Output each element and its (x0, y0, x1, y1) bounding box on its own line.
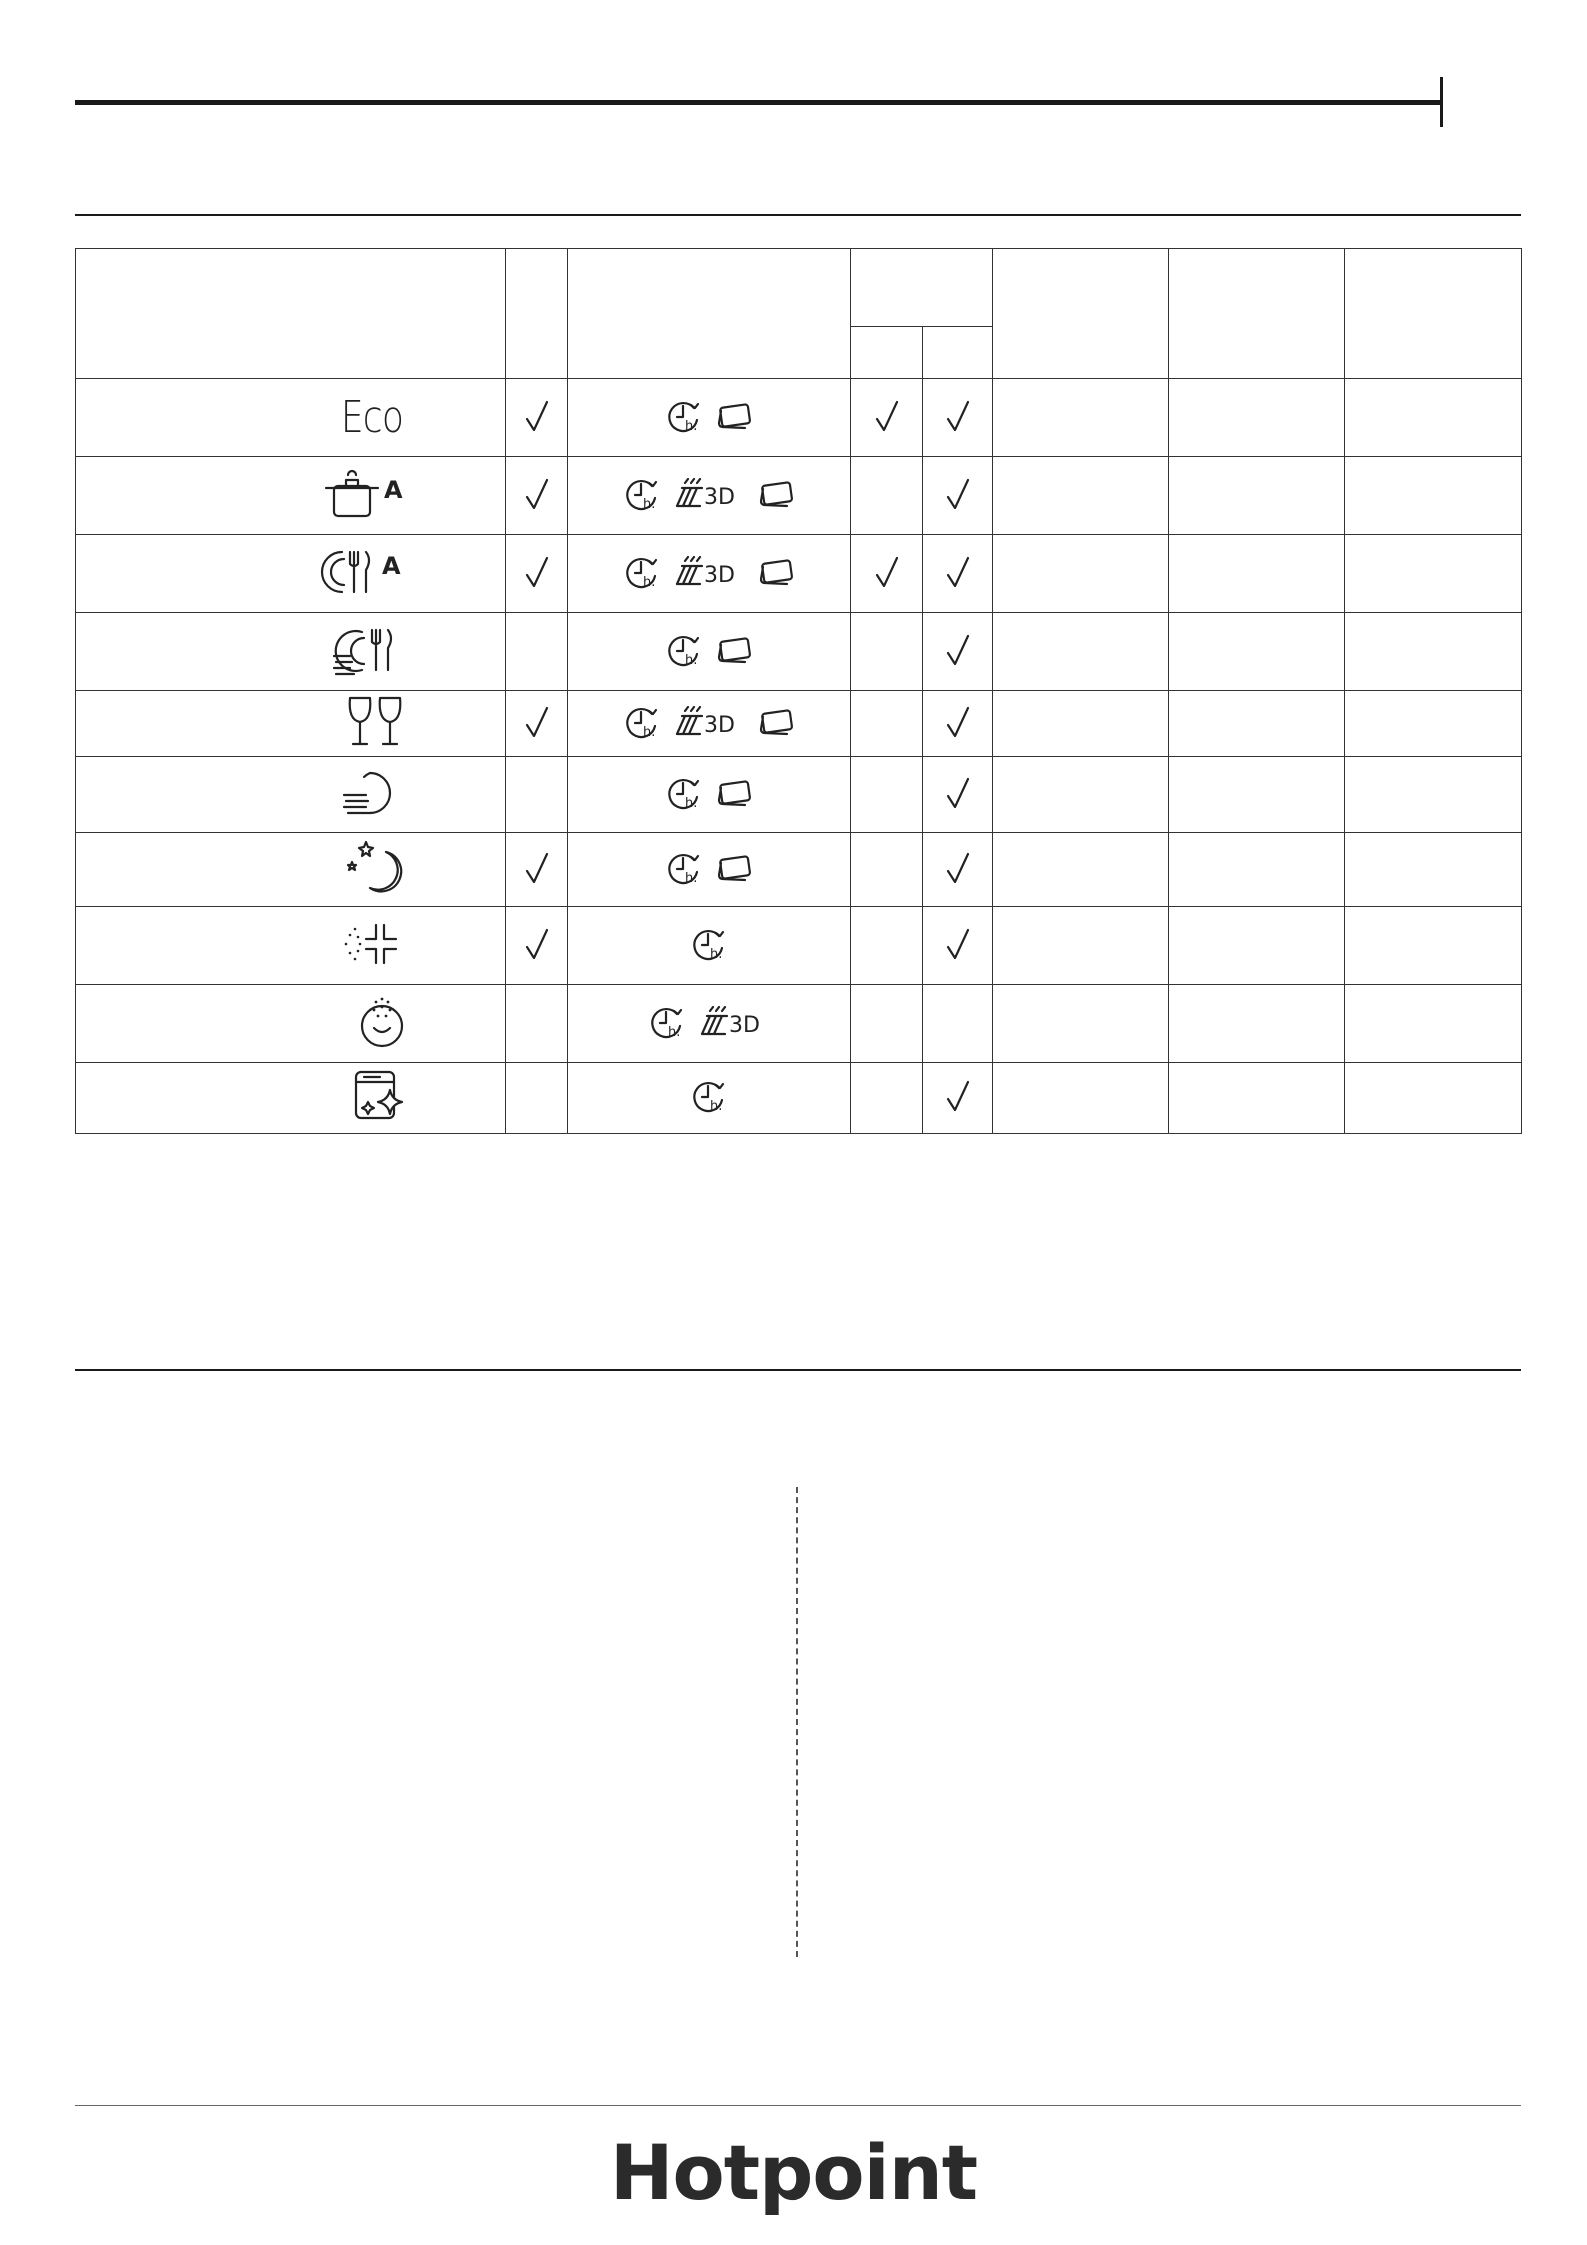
svg-text:h.: h. (710, 1099, 723, 1114)
pot-auto-icon (320, 466, 410, 526)
table-row (76, 1063, 1522, 1134)
check-icon (945, 776, 971, 814)
col-c-cell (993, 985, 1169, 1063)
delay-start-icon (622, 702, 662, 746)
tablet-icon (758, 479, 796, 513)
header-cell-a (506, 249, 568, 379)
header-rule (75, 100, 1442, 105)
col-d-cell (1169, 457, 1345, 535)
col-a-cell (506, 457, 568, 535)
col-b2-cell (923, 757, 993, 833)
option-icons (622, 474, 796, 518)
hygiene-icon (354, 994, 410, 1054)
option-icons (622, 552, 796, 596)
options-cell (568, 691, 851, 757)
check-icon (945, 477, 971, 515)
col-b2-cell (923, 535, 993, 613)
check-icon (945, 705, 971, 743)
svg-text:h.: h. (685, 652, 698, 668)
check-icon (524, 399, 550, 437)
col-b2-cell (923, 907, 993, 985)
eco-text-icon: Eco (340, 391, 404, 443)
check-icon (874, 555, 900, 593)
col-b2-cell (923, 985, 993, 1063)
col-b1-cell (851, 379, 923, 457)
program-cell (76, 613, 506, 691)
col-e-cell (1345, 833, 1522, 907)
svg-text:h.: h. (668, 1024, 681, 1040)
delay-start-icon (664, 773, 704, 817)
col-b2-cell (923, 379, 993, 457)
delay-start-icon (689, 1076, 729, 1120)
col-a-cell (506, 691, 568, 757)
table-row (76, 985, 1522, 1063)
glasses-icon (340, 692, 410, 756)
col-a-cell (506, 985, 568, 1063)
option-icons (647, 1002, 771, 1046)
prewash-icon (340, 919, 410, 973)
options-cell (568, 457, 851, 535)
check-icon (945, 851, 971, 889)
svg-text:A: A (382, 551, 401, 580)
col-e-cell (1345, 907, 1522, 985)
delay-start-icon (622, 474, 662, 518)
options-cell (568, 535, 851, 613)
section-rule-mid (75, 1369, 1521, 1371)
header-rule-tick (1440, 77, 1443, 127)
option-icons (664, 848, 754, 892)
col-b1-cell (851, 691, 923, 757)
svg-text:h.: h. (643, 574, 656, 590)
col-e-cell (1345, 1063, 1522, 1134)
quick-plate-icon (340, 765, 410, 825)
col-c-cell (993, 1063, 1169, 1134)
col-b1-cell (851, 613, 923, 691)
option-icons (664, 630, 754, 674)
col-b2-cell (923, 457, 993, 535)
table-row (76, 457, 1522, 535)
check-icon (524, 851, 550, 889)
svg-text:3D: 3D (729, 1012, 760, 1038)
options-cell (568, 1063, 851, 1134)
options-cell (568, 907, 851, 985)
table-row (76, 907, 1522, 985)
col-b1-cell (851, 985, 923, 1063)
check-icon (524, 555, 550, 593)
fast-dishes-icon (330, 622, 410, 682)
col-e-cell (1345, 457, 1522, 535)
table-row (76, 757, 1522, 833)
header-cell-program (76, 249, 506, 379)
delay-start-icon (664, 630, 704, 674)
svg-text:h.: h. (710, 946, 723, 962)
header-cell-b2 (923, 327, 993, 379)
check-icon (524, 477, 550, 515)
table-row (76, 379, 1522, 457)
svg-text:A: A (384, 475, 403, 504)
col-d-cell (1169, 613, 1345, 691)
check-icon (524, 705, 550, 743)
column-divider (796, 1487, 798, 1957)
col-b1-cell (851, 457, 923, 535)
program-cell (76, 985, 506, 1063)
svg-text:3D: 3D (704, 562, 735, 588)
col-d-cell (1169, 535, 1345, 613)
machine-care-icon (350, 1068, 410, 1128)
col-a-cell (506, 757, 568, 833)
col-c-cell (993, 613, 1169, 691)
col-a-cell (506, 907, 568, 985)
option-icons (664, 396, 754, 440)
col-e-cell (1345, 691, 1522, 757)
col-c-cell (993, 691, 1169, 757)
delay-start-icon (664, 396, 704, 440)
program-cell (76, 833, 506, 907)
option-icons (664, 773, 754, 817)
program-cell (76, 457, 506, 535)
night-moon-icon (340, 838, 410, 902)
header-cell-b1 (851, 327, 923, 379)
col-d-cell (1169, 757, 1345, 833)
col-b2-cell (923, 613, 993, 691)
col-d-cell (1169, 907, 1345, 985)
col-e-cell (1345, 985, 1522, 1063)
program-cell (76, 379, 506, 457)
dishes-auto-icon (320, 544, 410, 604)
col-d-cell (1169, 985, 1345, 1063)
table-row (76, 613, 1522, 691)
svg-text:h.: h. (685, 418, 698, 434)
col-b1-cell (851, 535, 923, 613)
option-icons (622, 702, 796, 746)
tablet-icon (716, 401, 754, 435)
option-icons (689, 1076, 729, 1120)
program-cell (76, 535, 506, 613)
col-a-cell (506, 613, 568, 691)
svg-text:3D: 3D (704, 484, 735, 510)
tablet-icon (716, 635, 754, 669)
table-row (76, 833, 1522, 907)
header-cell-c (993, 249, 1169, 379)
header-cell-b (851, 249, 993, 327)
svg-text:h.: h. (685, 870, 698, 886)
col-e-cell (1345, 757, 1522, 833)
svg-text:h.: h. (685, 795, 698, 811)
table-row (76, 691, 1522, 757)
col-d-cell (1169, 379, 1345, 457)
zone-wash-3d-icon (674, 556, 746, 592)
delay-start-icon (689, 924, 729, 968)
table-header-row (76, 249, 1522, 327)
table-row (76, 535, 1522, 613)
header-cell-d (1169, 249, 1345, 379)
col-e-cell (1345, 535, 1522, 613)
col-e-cell (1345, 379, 1522, 457)
delay-start-icon (622, 552, 662, 596)
svg-text:h.: h. (643, 496, 656, 512)
col-c-cell (993, 379, 1169, 457)
check-icon (945, 927, 971, 965)
check-icon (945, 633, 971, 671)
col-b2-cell (923, 1063, 993, 1134)
col-a-cell (506, 833, 568, 907)
zone-wash-3d-icon (699, 1006, 771, 1042)
section-rule-top (75, 214, 1521, 216)
option-icons (689, 924, 729, 968)
check-icon (945, 555, 971, 593)
hotpoint-logo: Hotpoint (609, 2128, 978, 2217)
delay-start-icon (647, 1002, 687, 1046)
tablet-icon (716, 778, 754, 812)
col-b1-cell (851, 757, 923, 833)
program-cell (76, 691, 506, 757)
check-icon (874, 399, 900, 437)
col-c-cell (993, 907, 1169, 985)
svg-text:3D: 3D (704, 712, 735, 738)
options-cell (568, 757, 851, 833)
zone-wash-3d-icon (674, 478, 746, 514)
delay-start-icon (664, 848, 704, 892)
program-table (75, 248, 1522, 1134)
col-a-cell (506, 1063, 568, 1134)
col-e-cell (1345, 613, 1522, 691)
col-d-cell (1169, 1063, 1345, 1134)
program-cell (76, 757, 506, 833)
col-a-cell (506, 379, 568, 457)
options-cell (568, 379, 851, 457)
check-icon (945, 399, 971, 437)
header-cell-e (1345, 249, 1522, 379)
header-cell-options (568, 249, 851, 379)
col-b1-cell (851, 833, 923, 907)
col-b1-cell (851, 907, 923, 985)
col-c-cell (993, 833, 1169, 907)
program-cell (76, 1063, 506, 1134)
options-cell (568, 613, 851, 691)
tablet-icon (716, 853, 754, 887)
col-c-cell (993, 457, 1169, 535)
options-cell (568, 833, 851, 907)
tablet-icon (758, 707, 796, 741)
check-icon (524, 927, 550, 965)
col-b2-cell (923, 833, 993, 907)
svg-text:h.: h. (643, 724, 656, 740)
col-c-cell (993, 535, 1169, 613)
col-b2-cell (923, 691, 993, 757)
zone-wash-3d-icon (674, 706, 746, 742)
tablet-icon (758, 557, 796, 591)
col-a-cell (506, 535, 568, 613)
col-c-cell (993, 757, 1169, 833)
footer-rule (75, 2105, 1521, 2106)
options-cell (568, 985, 851, 1063)
check-icon (945, 1079, 971, 1117)
col-d-cell (1169, 691, 1345, 757)
program-cell (76, 907, 506, 985)
col-b1-cell (851, 1063, 923, 1134)
col-d-cell (1169, 833, 1345, 907)
